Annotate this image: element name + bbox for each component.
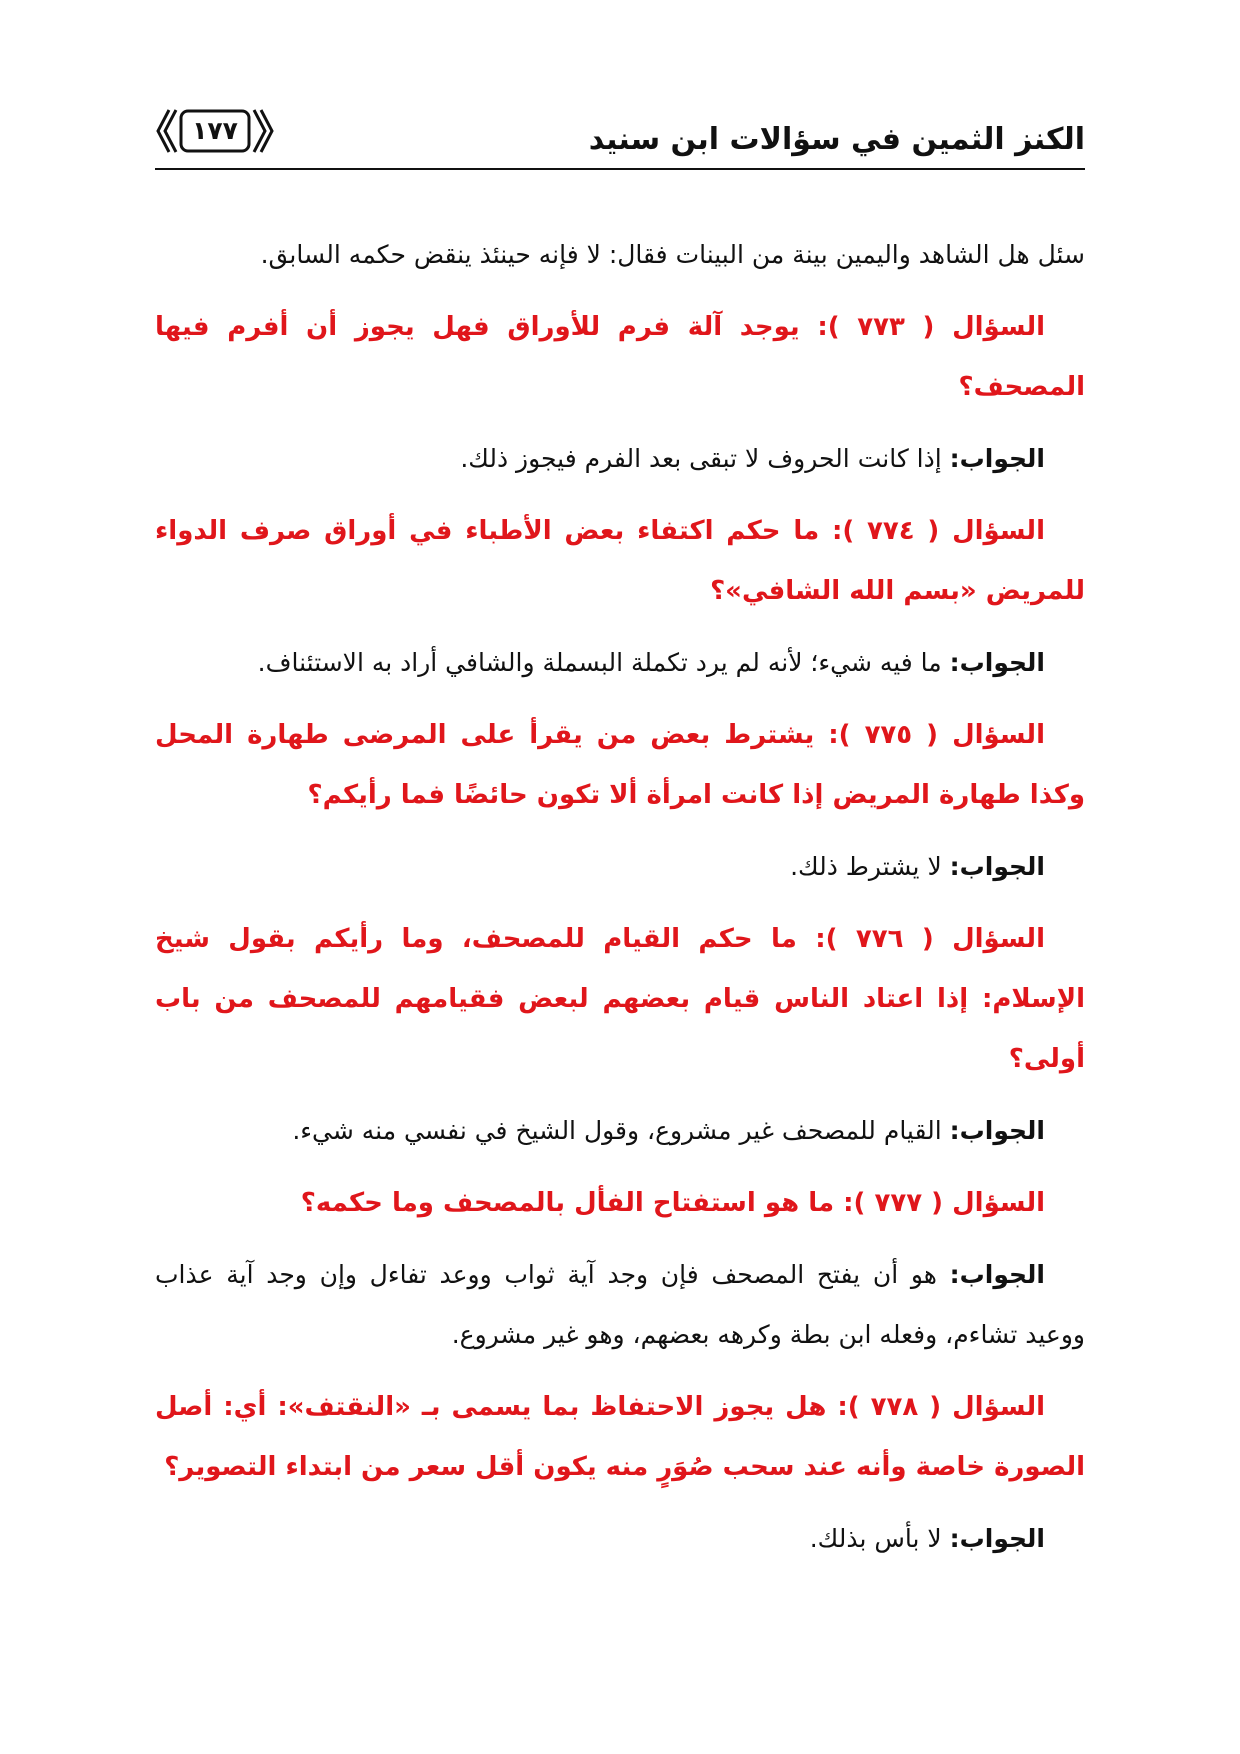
question-text: ما هو استفتاح الفأل بالمصحف وما حكمه؟	[300, 1188, 835, 1218]
question-text: هل يجوز الاحتفاظ بما يسمى بـ «النقتف»: أي: أصل الصورة خاصة وأنه عند سحب صُوَرٍ منه يكون أقل سعر من ابتداء التصوير؟	[155, 1392, 1085, 1482]
page-header	[155, 100, 1085, 170]
question-text: يشترط بعض من يقرأ على المرضى طهارة المحل وكذا طهارة المريض إذا كانت امرأة ألا تكون حائضًا فما رأيكم؟	[155, 720, 1085, 810]
question-text: ما حكم اكتفاء بعض الأطباء في أوراق صرف الدواء للمريض «بسم الله الشافي»؟	[155, 516, 1085, 606]
book-title: الكنز الثمين في سؤالات ابن سنيد	[588, 122, 1085, 157]
question-label: السؤال ( ٧٧٦ ):	[815, 924, 1045, 954]
answer-774	[155, 633, 1085, 693]
question-label: السؤال ( ٧٧٧ ):	[843, 1188, 1045, 1218]
question-777	[155, 1173, 1085, 1233]
question-775	[155, 705, 1085, 825]
answer-778	[155, 1509, 1085, 1569]
question-label: السؤال ( ٧٧٨ ):	[837, 1392, 1045, 1422]
answer-text: ما فيه شيء؛ لأنه لم يرد تكملة البسملة والشافي أراد به الاستئناف.	[257, 648, 942, 677]
question-text: يوجد آلة فرم للأوراق فهل يجوز أن أفرم فيها المصحف؟	[155, 312, 1085, 402]
answer-text: لا بأس بذلك.	[809, 1524, 942, 1553]
question-text: ما حكم القيام للمصحف، وما رأيكم بقول شيخ الإسلام: إذا اعتاد الناس قيام بعضهم لبعض فقيامهم للمصحف من باب أولى؟	[155, 924, 1085, 1074]
answer-text: إذا كانت الحروف لا تبقى بعد الفرم فيجوز ذلك.	[460, 444, 942, 473]
answer-label: الجواب:	[949, 444, 1045, 473]
answer-773	[155, 429, 1085, 489]
answer-label: الجواب:	[949, 1260, 1045, 1289]
answer-label: الجواب:	[949, 1524, 1045, 1553]
answer-777	[155, 1245, 1085, 1365]
answer-label: الجواب:	[949, 1116, 1045, 1145]
page-body	[155, 225, 1085, 1581]
answer-label: الجواب:	[949, 852, 1045, 881]
question-778	[155, 1377, 1085, 1497]
question-label: السؤال ( ٧٧٤ ):	[831, 516, 1045, 546]
question-774	[155, 501, 1085, 621]
page-number-badge	[155, 106, 275, 156]
question-label: السؤال ( ٧٧٥ ):	[828, 720, 1045, 750]
question-776	[155, 909, 1085, 1089]
answer-label: الجواب:	[949, 648, 1045, 677]
intro-paragraph: سئل هل الشاهد واليمين بينة من البينات فقال: لا فإنه حينئذ ينقض حكمه السابق.	[260, 240, 1085, 269]
header-divider	[155, 168, 1085, 170]
answer-776	[155, 1101, 1085, 1161]
question-label: السؤال ( ٧٧٣ ):	[817, 312, 1045, 342]
page-number: ١٧٧	[192, 116, 238, 145]
answer-text: هو أن يفتح المصحف فإن وجد آية ثواب ووعد تفاءل وإن وجد آية عذاب ووعيد تشاءم، وفعله ابن بطة وكرهه بعضهم، وهو غير مشروع.	[155, 1260, 1085, 1349]
answer-text: القيام للمصحف غير مشروع، وقول الشيخ في نفسي منه شيء.	[292, 1116, 942, 1145]
answer-775	[155, 837, 1085, 897]
answer-text: لا يشترط ذلك.	[790, 852, 942, 881]
question-773	[155, 297, 1085, 417]
